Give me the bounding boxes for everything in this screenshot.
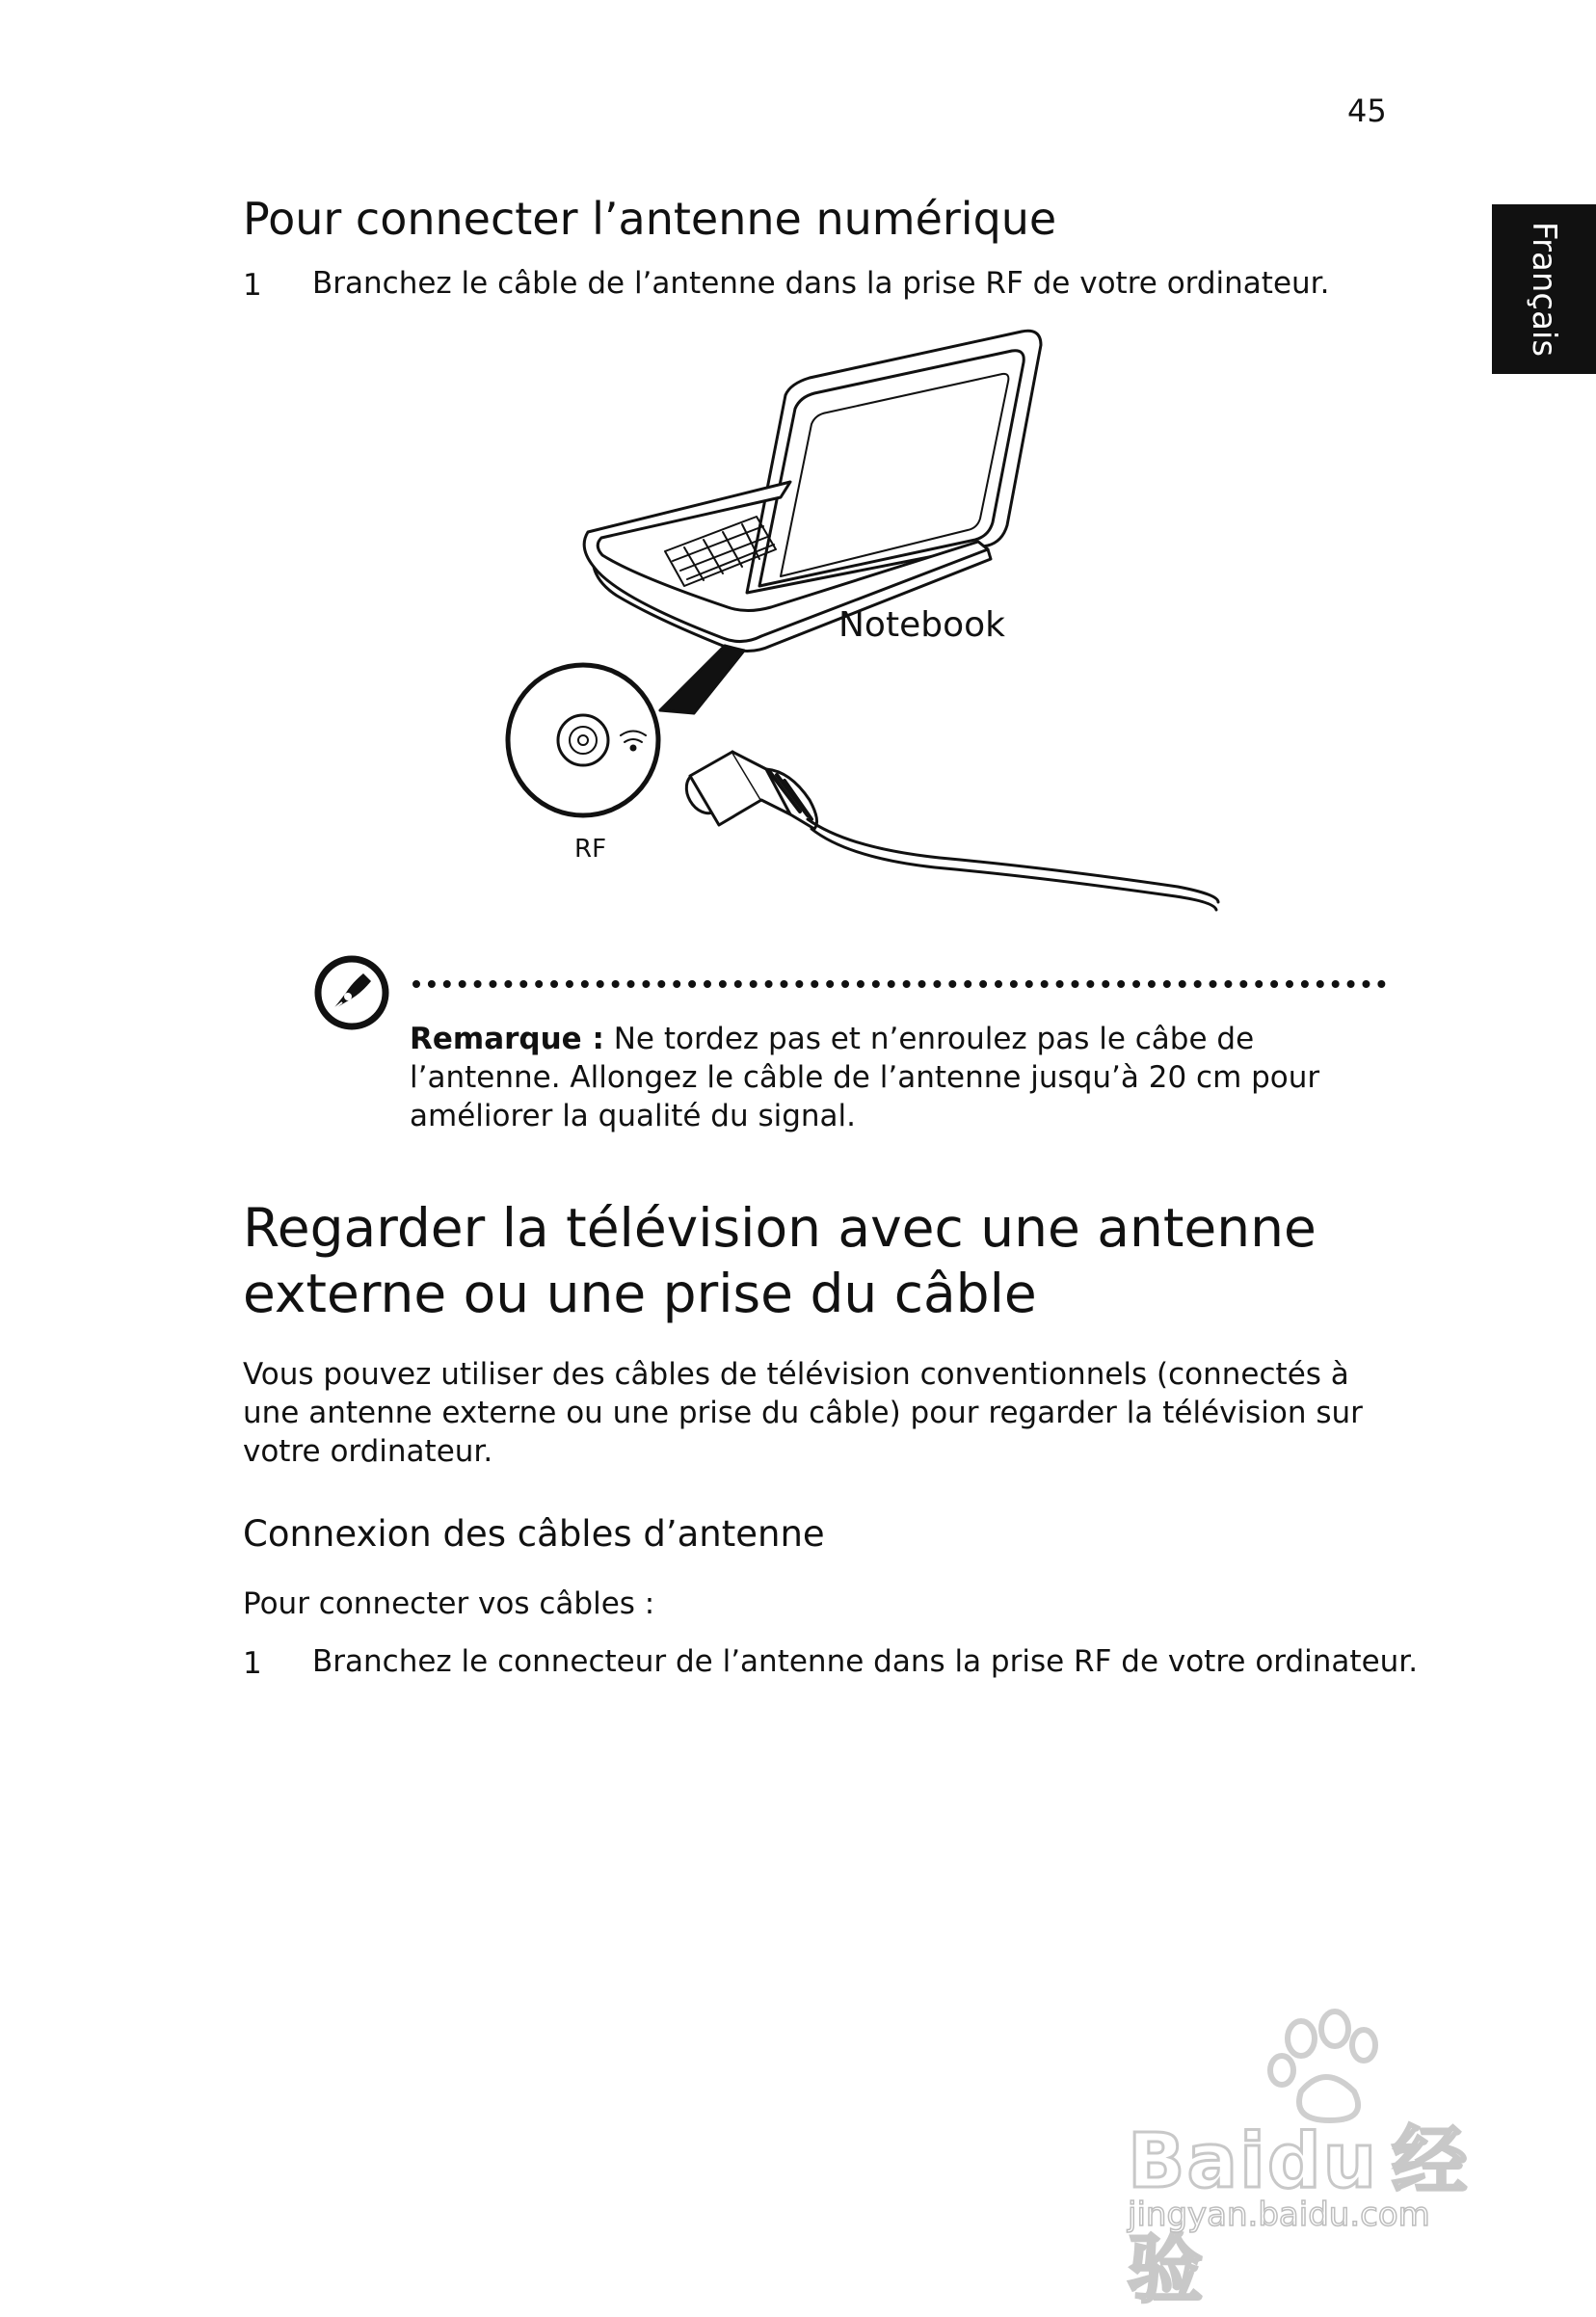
step-number: 1 [243, 1646, 262, 1681]
step-text: Branchez le câble de l’antenne dans la prise RF de votre ordinateur. [312, 266, 1330, 301]
note-pen-icon [313, 954, 390, 1031]
step-text: Branchez le connecteur de l’antenne dans la prise RF de votre ordinateur. [312, 1644, 1419, 1679]
language-tab [1492, 204, 1596, 374]
subsection-heading-antenna-cables: Connexion des câbles d’antenne [243, 1513, 825, 1555]
note [410, 1020, 1373, 1135]
heading-line-2: externe ou une prise du câble [243, 1263, 1037, 1324]
watermark-brand: Baidu 经验 [1128, 2118, 1470, 2313]
section-paragraph: Vous pouvez utiliser des câbles de télévision conventionnels (connectés à une antenne externe ou une prise du câble) pour regarder la télévision sur votre ordinateur. [243, 1357, 1363, 1469]
page-number: 45 [1347, 93, 1387, 129]
note-text: Ne tordez pas et n’enroulez pas le câbe de l’antenne. Allongez le câble de l’antenne jusqu’à 20 cm pour améliorer la qualité du signal. [410, 1022, 1320, 1133]
baidu-watermark [1128, 1985, 1513, 2313]
subsection-intro: Pour connecter vos câbles : [243, 1586, 655, 1621]
note-label: Remarque : [410, 1022, 604, 1056]
note-divider [412, 980, 1386, 988]
rf-label: RF [574, 835, 607, 864]
notebook-label: Notebook [838, 605, 1005, 645]
section-heading-digital-antenna: Pour connecter l’antenne numérique [243, 193, 1057, 245]
step-number: 1 [243, 268, 262, 303]
section-heading-external-antenna [243, 1195, 1317, 1326]
heading-line-1: Regarder la télévision avec une antenne [243, 1197, 1317, 1259]
antenna-cable-plug [679, 752, 816, 829]
notebook-lid [747, 331, 1041, 593]
antenna-cable [811, 829, 1216, 910]
language-tab-label: Français [1525, 221, 1563, 358]
watermark-url: jingyan.baidu.com [1128, 2196, 1430, 2234]
